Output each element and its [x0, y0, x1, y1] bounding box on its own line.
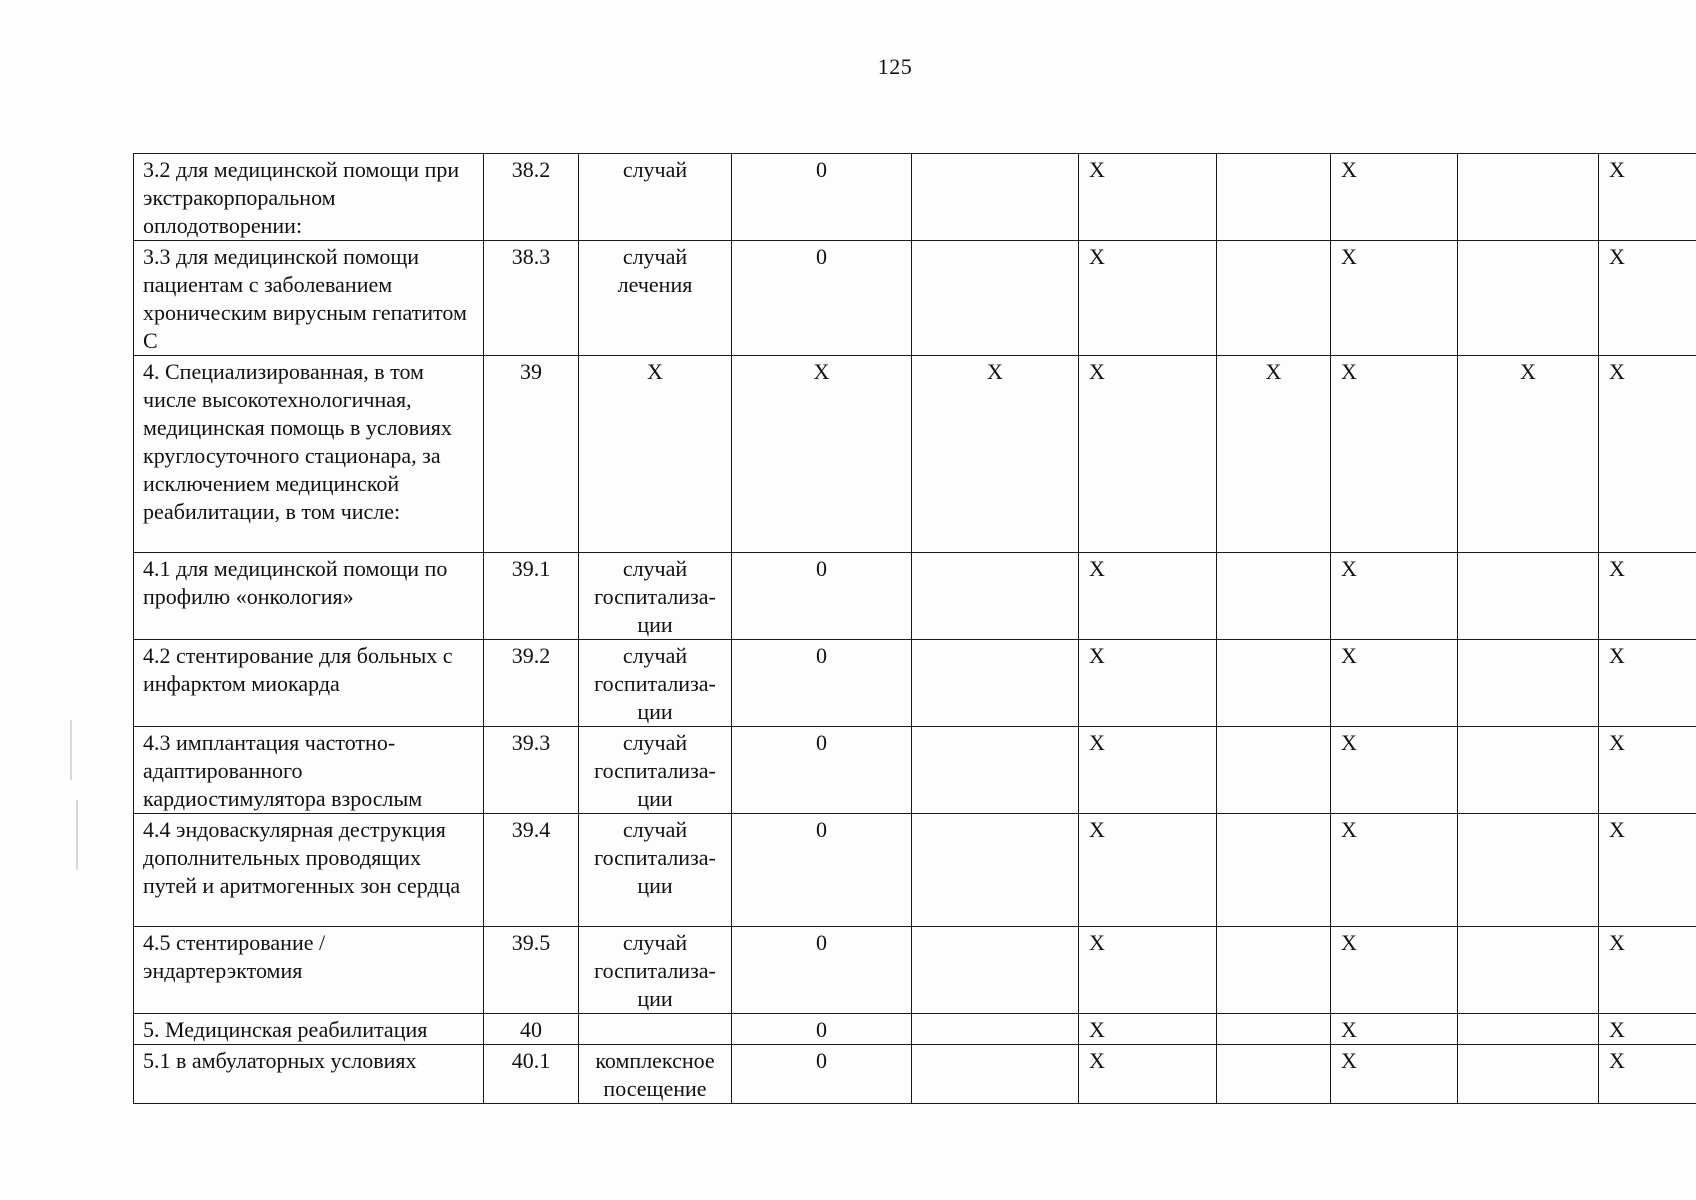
table-row	[134, 553, 1696, 640]
value-cell: X	[1599, 814, 1696, 927]
row-unit-cell: случай	[579, 154, 732, 241]
table-row	[134, 241, 1696, 356]
value-cell	[1217, 1045, 1331, 1104]
row-code-cell: 39.4	[484, 814, 579, 927]
value-cell: X	[1331, 241, 1458, 356]
row-code-cell: 39.1	[484, 553, 579, 640]
value-cell	[912, 1014, 1079, 1045]
value-cell: X	[1599, 154, 1696, 241]
value-cell: X	[1079, 727, 1217, 814]
value-cell	[1458, 154, 1599, 241]
data-table	[133, 153, 1696, 1104]
row-name-cell: 4.1 для медицинской помощи по профилю «онкология»	[134, 553, 484, 640]
row-code-cell: 39.3	[484, 727, 579, 814]
value-cell: X	[1599, 927, 1696, 1014]
value-cell	[1458, 1045, 1599, 1104]
value-cell	[912, 727, 1079, 814]
value-cell	[1458, 927, 1599, 1014]
value-cell: X	[1331, 814, 1458, 927]
value-cell	[1217, 154, 1331, 241]
row-unit-cell: X	[579, 356, 732, 553]
value-cell: X	[1079, 1014, 1217, 1045]
row-name-cell: 4.5 стентирование / эндартерэктомия	[134, 927, 484, 1014]
value-cell	[1217, 1014, 1331, 1045]
row-unit-cell: случай госпитализа-ции	[579, 814, 732, 927]
value-cell: X	[1599, 241, 1696, 356]
table-row	[134, 154, 1696, 241]
table-row	[134, 814, 1696, 927]
row-unit-cell: комплексное посещение	[579, 1045, 732, 1104]
table-row	[134, 640, 1696, 727]
scan-artifact	[70, 720, 72, 780]
row-name-cell: 4.3 имплантация частотно-адаптированного кардиостимулятора взрослым	[134, 727, 484, 814]
value-cell: 0	[732, 727, 912, 814]
table-row	[134, 727, 1696, 814]
value-cell: X	[912, 356, 1079, 553]
value-cell	[1458, 553, 1599, 640]
table-row	[134, 927, 1696, 1014]
value-cell	[1458, 727, 1599, 814]
value-cell	[1458, 1014, 1599, 1045]
value-cell	[1217, 814, 1331, 927]
value-cell: X	[1079, 640, 1217, 727]
value-cell: X	[1331, 927, 1458, 1014]
row-name-cell: 5. Медицинская реабилитация	[134, 1014, 484, 1045]
value-cell: 0	[732, 154, 912, 241]
value-cell: X	[1079, 1045, 1217, 1104]
value-cell: X	[1331, 553, 1458, 640]
value-cell: 0	[732, 1045, 912, 1104]
row-unit-cell: случай госпитализа-ции	[579, 553, 732, 640]
row-unit-cell	[579, 1014, 732, 1045]
row-code-cell: 40	[484, 1014, 579, 1045]
value-cell	[912, 640, 1079, 727]
row-unit-cell: случай госпитализа-ции	[579, 927, 732, 1014]
value-cell	[1458, 241, 1599, 356]
value-cell: X	[1458, 356, 1599, 553]
scan-artifact	[76, 800, 78, 870]
row-code-cell: 39.2	[484, 640, 579, 727]
value-cell: 0	[732, 814, 912, 927]
value-cell: X	[1079, 356, 1217, 553]
value-cell	[912, 154, 1079, 241]
row-name-cell: 5.1 в амбулаторных условиях	[134, 1045, 484, 1104]
value-cell: 0	[732, 1014, 912, 1045]
value-cell: X	[1331, 1045, 1458, 1104]
value-cell: X	[1599, 1014, 1696, 1045]
row-code-cell: 38.3	[484, 241, 579, 356]
value-cell	[1458, 814, 1599, 927]
value-cell: X	[1599, 553, 1696, 640]
row-name-cell: 3.2 для медицинской помощи при экстракорпоральном оплодотворении:	[134, 154, 484, 241]
value-cell: X	[1331, 727, 1458, 814]
value-cell: X	[732, 356, 912, 553]
table-row	[134, 356, 1696, 553]
row-unit-cell: случай лечения	[579, 241, 732, 356]
value-cell	[1458, 640, 1599, 727]
row-code-cell: 40.1	[484, 1045, 579, 1104]
value-cell: 0	[732, 927, 912, 1014]
value-cell: X	[1079, 553, 1217, 640]
row-name-cell: 4.4 эндоваскулярная деструкция дополнительных проводящих путей и аритмогенных зон сердца	[134, 814, 484, 927]
page-number: 125	[877, 54, 913, 79]
row-unit-cell: случай госпитализа-ции	[579, 727, 732, 814]
value-cell: 0	[732, 553, 912, 640]
value-cell	[1217, 553, 1331, 640]
value-cell: X	[1599, 640, 1696, 727]
value-cell: X	[1217, 356, 1331, 553]
row-name-cell: 4.2 стентирование для больных с инфарктом миокарда	[134, 640, 484, 727]
value-cell	[912, 927, 1079, 1014]
value-cell: X	[1079, 814, 1217, 927]
value-cell: X	[1331, 640, 1458, 727]
value-cell	[1217, 727, 1331, 814]
value-cell: X	[1599, 356, 1696, 553]
value-cell: X	[1331, 1014, 1458, 1045]
value-cell: X	[1079, 927, 1217, 1014]
value-cell: X	[1331, 154, 1458, 241]
value-cell: 0	[732, 640, 912, 727]
row-unit-cell: случай госпитализа-ции	[579, 640, 732, 727]
value-cell	[912, 814, 1079, 927]
value-cell: X	[1599, 727, 1696, 814]
value-cell: X	[1079, 241, 1217, 356]
value-cell: X	[1079, 154, 1217, 241]
row-name-cell: 4. Специализированная, в том числе высокотехнологичная, медицинская помощь в условиях круглосуточного стационара, за исключением медицинской реабилитации, в том числе:	[134, 356, 484, 553]
row-code-cell: 39	[484, 356, 579, 553]
row-code-cell: 39.5	[484, 927, 579, 1014]
value-cell	[912, 241, 1079, 356]
value-cell: X	[1599, 1045, 1696, 1104]
row-name-cell: 3.3 для медицинской помощи пациентам с заболеванием хроническим вирусным гепатитом С	[134, 241, 484, 356]
value-cell	[912, 553, 1079, 640]
table-row	[134, 1045, 1696, 1104]
value-cell	[912, 1045, 1079, 1104]
value-cell: X	[1331, 356, 1458, 553]
value-cell	[1217, 640, 1331, 727]
value-cell	[1217, 241, 1331, 356]
table-row	[134, 1014, 1696, 1045]
row-code-cell: 38.2	[484, 154, 579, 241]
value-cell: 0	[732, 241, 912, 356]
value-cell	[1217, 927, 1331, 1014]
